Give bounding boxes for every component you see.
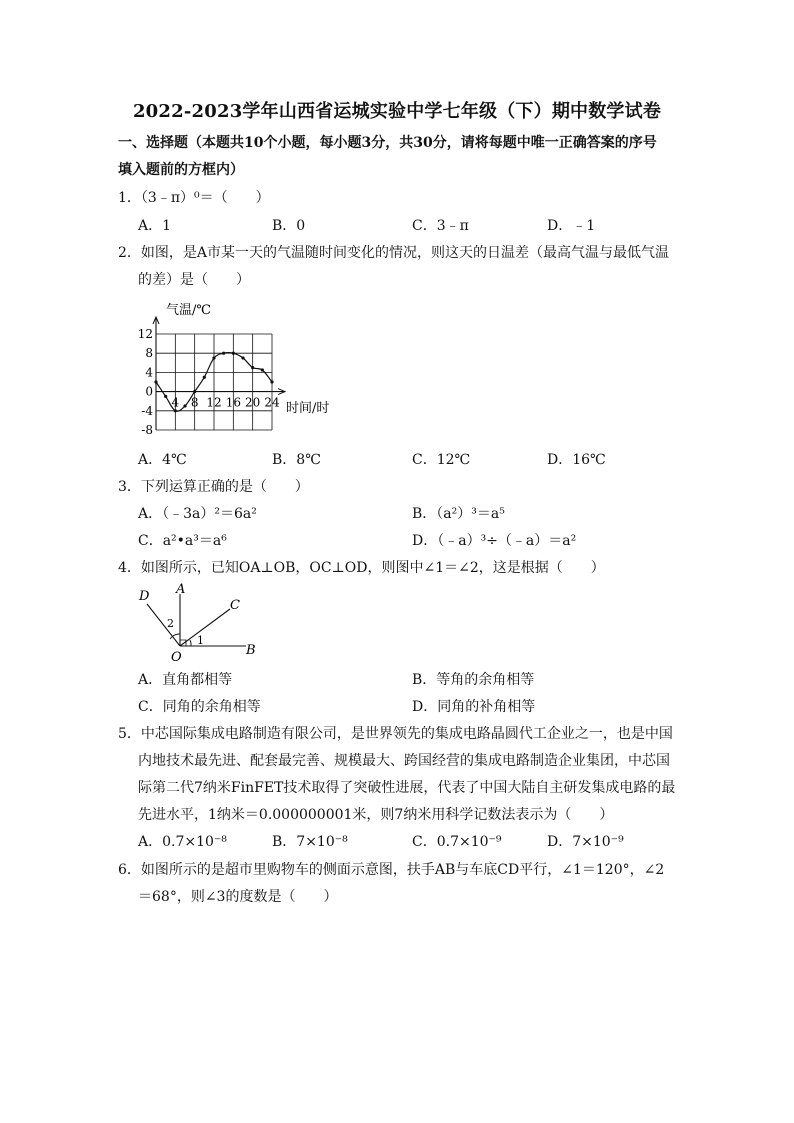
q2-option-c: C．12℃ [412, 452, 471, 468]
chart-point [193, 390, 196, 393]
fig4-label-d: D [139, 589, 150, 604]
q5-stem-line1: 5．中芯国际集成电路制造有限公司，是世界领先的集成电路晶圆代工企业之一，也是中国 [118, 726, 673, 742]
q4-option-a: A．直角都相等 [138, 672, 233, 688]
q2-option-d: D．16℃ [547, 452, 606, 468]
chart-point [183, 404, 186, 407]
chart-ytick-label: 4 [145, 365, 153, 380]
chart-ytick-label: 8 [145, 346, 153, 361]
chart-xtick-label: 20 [245, 395, 261, 410]
q1-stem: 1．（3﹣π）⁰＝（ ） [118, 190, 270, 206]
q3-stem: 3．下列运算正确的是（ ） [118, 479, 309, 495]
chart-point [261, 368, 264, 371]
chart-xtick-label: 24 [264, 395, 280, 410]
q1-option-a: A．1 [138, 218, 172, 234]
q3-option-a: A．（﹣3a）²＝6a² [138, 506, 257, 522]
q3-option-b: B．（a²）³＝a⁵ [412, 506, 505, 522]
fig4-label-c: C [230, 598, 240, 613]
chart-xlabel: 时间/时 [286, 401, 330, 416]
fig4-label-b: B [246, 643, 256, 658]
q5-option-d: D．7×10⁻⁹ [547, 834, 624, 850]
q4-stem: 4．如图所示，已知OA⊥OB，OC⊥OD，则图中∠1＝∠2，这是根据（ ） [118, 560, 605, 576]
q2-stem-line2: 的差）是（ ） [138, 272, 250, 288]
chart-xtick-label: 12 [206, 395, 222, 410]
fig4-label-2: 2 [167, 617, 174, 630]
q5-stem-line3: 际第二代7纳米FinFET技术取得了突破性进展，代表了中国大陆自主研发集成电路的最 [138, 780, 676, 796]
chart-xtick-label: 16 [225, 395, 241, 410]
chart-point [154, 380, 157, 383]
chart-point [174, 409, 177, 412]
q4-option-d: D．同角的补角相等 [412, 699, 536, 715]
q5-stem-line2: 内地技术最先进、配套最完善、规模最大、跨国经营的集成电路制造企业集团，中芯国 [138, 753, 670, 769]
section-heading-line1: 一、选择题（本题共10个小题，每小题3分，共30分，请将每题中唯一正确答案的序号 [118, 135, 657, 151]
q3-option-d: D．（﹣a）³÷（﹣a）＝a² [412, 533, 577, 549]
chart-point [212, 356, 215, 359]
temperature-chart [128, 292, 368, 442]
q1-option-c: C．3﹣π [412, 218, 469, 234]
chart-point [164, 395, 167, 398]
chart-point [241, 356, 244, 359]
fig4-label-o: O [171, 650, 182, 664]
chart-ytick-label: 0 [145, 384, 153, 399]
q3-option-c: C．a²•a³＝a⁶ [138, 533, 227, 549]
q5-stem-line4: 先进水平，1纳米＝0.000000001米，则7纳米用科学记数法表示为（ ） [138, 807, 614, 823]
chart-yticks [138, 327, 154, 437]
chart-point [203, 376, 206, 379]
chart-ytick-label: -4 [141, 403, 153, 418]
q6-stem-line1: 6．如图所示的是超市里购物车的侧面示意图，扶手AB与车底CD平行，∠1＝120°，∠2 [118, 862, 665, 878]
chart-xtick-label: 8 [190, 395, 199, 410]
chart-point [222, 352, 225, 355]
q6-stem-line2: ＝68°，则∠3的度数是（ ） [138, 889, 338, 905]
q2-option-b: B．8℃ [272, 452, 321, 468]
chart-ytick-label: -8 [141, 423, 153, 437]
chart-point [232, 352, 235, 355]
fig4-label-1: 1 [197, 634, 204, 647]
angle-figure [134, 582, 264, 664]
q2-option-a: A．4℃ [138, 452, 187, 468]
chart-ylabel: 气温/℃ [166, 303, 211, 318]
chart-point [251, 366, 254, 369]
q5-option-a: A．0.7×10⁻⁸ [138, 834, 227, 850]
page-title: 2022-2023学年山西省运城实验中学七年级（下）期中数学试卷 [132, 101, 662, 122]
q5-option-c: C．0.7×10⁻⁹ [412, 834, 502, 850]
q1-option-b: B．0 [272, 218, 306, 234]
q2-stem-line1: 2．如图，是A市某一天的气温随时间变化的情况，则这天的日温差（最高气温与最低气温 [118, 245, 670, 261]
q4-option-b: B．等角的余角相等 [412, 672, 535, 688]
fig4-label-a: A [176, 582, 186, 597]
q4-option-c: C．同角的余角相等 [138, 699, 261, 715]
q5-option-b: B．7×10⁻⁸ [272, 834, 348, 850]
chart-xtick-label: 4 [171, 395, 180, 410]
q1-option-d: D．﹣1 [547, 218, 596, 234]
chart-point [270, 380, 273, 383]
section-heading-line2: 填入题前的方框内） [118, 162, 244, 178]
chart-ytick-label: 12 [137, 327, 153, 341]
